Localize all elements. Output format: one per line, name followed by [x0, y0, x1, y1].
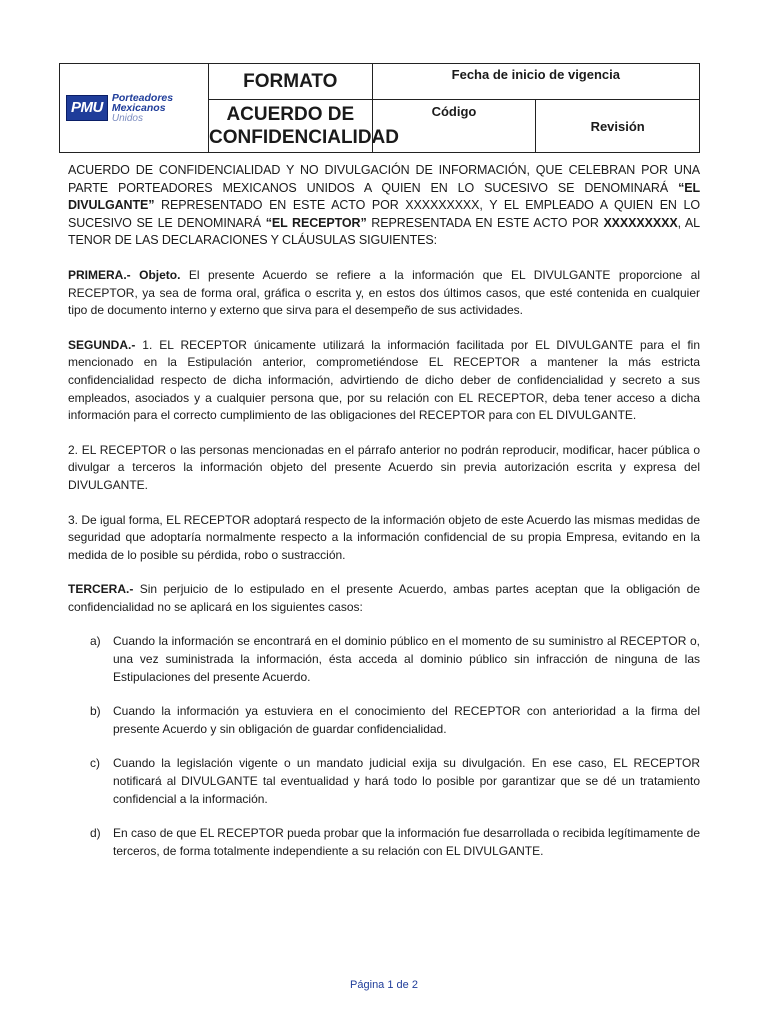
document-body: [68, 162, 700, 877]
clause-primera: [68, 267, 700, 320]
list-item-text: Cuando la información ya estuviera en el conocimiento del RECEPTOR con anterioridad a la firma del presente Acuerdo y sin obligación de guardar confidencialidad.: [113, 704, 700, 736]
document-title: [209, 100, 399, 153]
document-header-table: [59, 63, 700, 153]
clause-primera-text: El presente Acuerdo se refiere a la información que EL DIVULGANTE proporcione al RECEPTOR, ya sea de forma oral, gráfica o escrita y, en estos dos últimos casos, que esté contenida en cualquier tipo de documento interno y externo que sirva para el desempeño de sus actividades.: [68, 267, 700, 318]
document-title-line-2: CONFIDENCIALIDAD: [209, 127, 399, 148]
logo-line-2: Mexicanos: [111, 101, 166, 114]
logo-cell: [60, 64, 209, 153]
fecha-vigencia-label: Fecha de inicio de vigencia: [372, 64, 699, 100]
intro-text-3: REPRESENTADA EN ESTE ACTO POR: [366, 215, 604, 230]
logo-mark: PMU: [66, 95, 108, 121]
clause-tercera-text: Sin perjuicio de lo estipulado en el presente Acuerdo, ambas partes aceptan que la obligación de confidencialidad no se aplicará en los siguientes casos:: [68, 582, 700, 614]
list-item: [68, 703, 700, 738]
list-item-text: Cuando la legislación vigente o un mandato judicial exija su divulgación. En ese caso, EL RECEPTOR notificará al DIVULGANTE tal eventualidad y hará todo lo posible por garantizar que se dé un tratamiento confidencial a la información.: [113, 756, 700, 806]
intro-text-1: ACUERDO DE CONFIDENCIALIDAD Y NO DIVULGACIÓN DE INFORMACIÓN, QUE CELEBRAN POR UNA PARTE PORTEADORES MEXICANOS UNIDOS A QUIEN EN LO SUCESIVO SE DENOMINARÁ: [68, 163, 700, 195]
clause-segunda-label: SEGUNDA.-: [68, 337, 136, 352]
list-item: [68, 633, 700, 686]
list-item: [68, 825, 700, 860]
list-marker: b): [90, 704, 101, 719]
clause-tercera: [68, 581, 700, 616]
intro-text-2: REPRESENTADO EN ESTE ACTO POR XXXXXXXXX, Y EL EMPLEADO A QUIEN EN LO SUCESIVO SE LE DENOMINARÁ: [68, 198, 700, 230]
company-logo: [60, 93, 208, 124]
intro-text-4: , AL TENOR DE LAS DECLARACIONES Y CLÁUSULAS SIGUIENTES:: [68, 215, 700, 248]
document-title-line-1: ACUERDO DE: [226, 104, 355, 125]
list-item-text: Cuando la información se encontrará en el dominio público en el momento de su suministro al RECEPTOR o, una vez suministrada la información, ésta acceda al dominio público sin infracción de ninguna de las Estipulaciones del presente Acuerdo.: [113, 634, 700, 684]
list-item: [68, 755, 700, 808]
page-number: Página 1 de 2: [350, 979, 418, 991]
clause-tercera-label: TERCERA.-: [68, 582, 134, 597]
intro-bold-divulgante: “EL DIVULGANTE”: [68, 180, 700, 213]
clause-segunda-2: 2. EL RECEPTOR o las personas mencionadas en el párrafo anterior no podrán reproducir, modificar, hacer pública o divulgar a terceros la información objeto del presente Acuerdo sin previa autorización escrita y expresa del DIVULGANTE.: [68, 442, 700, 492]
clause-primera-label: PRIMERA.- Objeto.: [68, 267, 181, 282]
exceptions-list: [68, 633, 700, 860]
intro-paragraph: [68, 162, 700, 250]
clause-segunda-text: 1. EL RECEPTOR únicamente utilizará la información facilitada por EL DIVULGANTE para el fin mencionado en la Estipulación anterior, comprometiéndose EL RECEPTOR a mantener la más estricta confidencialidad respecto de dicha información, advirtiendo de dicho deber de confidencialidad y secreto a sus empleados, asociados y a cualquier persona que, por su relación con EL RECEPTOR, deba tener acceso a dicha información para el correcto cumplimiento de las obligaciones del RECEPTOR para con EL DIVULGANTE.: [68, 337, 700, 423]
logo-line-3: Unidos: [111, 112, 143, 124]
intro-bold-receptor: “EL RECEPTOR”: [265, 215, 367, 230]
list-item-text: En caso de que EL RECEPTOR pueda probar que la información fue desarrollada o recibida legítimamente de terceros, de forma totalmente independiente a su relación con EL DIVULGANTE.: [113, 826, 701, 858]
list-marker: d): [90, 826, 101, 841]
logo-line-1: Porteadores: [111, 91, 174, 104]
logo-text: [112, 93, 173, 124]
list-marker: c): [90, 756, 100, 771]
clause-segunda-3: 3. De igual forma, EL RECEPTOR adoptará respecto de la información objeto de este Acuerdo las mismas medidas de seguridad que adoptaría normalmente respecto a la información confidencial de su propia Empresa, evitando en la medida de lo posible su pérdida, robo o sustracción.: [68, 512, 700, 562]
clause-segunda: [68, 337, 700, 425]
revision-label: Revisión: [536, 100, 700, 153]
codigo-label: Código: [372, 100, 536, 153]
intro-bold-representante: XXXXXXXXX: [603, 215, 678, 230]
list-marker: a): [90, 634, 101, 649]
formato-title: FORMATO: [209, 64, 373, 100]
